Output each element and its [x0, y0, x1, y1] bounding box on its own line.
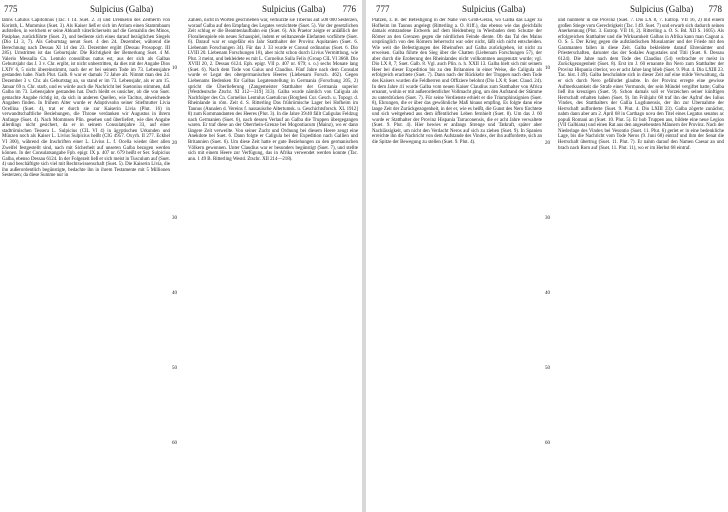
line-number: 60 [545, 441, 550, 446]
running-title: Sulpicius (Galba) [90, 4, 154, 14]
text-column [2, 18, 170, 510]
line-number: 40 [545, 291, 550, 296]
running-title: Sulpicius (Galba) [462, 4, 526, 14]
line-number: 10 [545, 66, 550, 71]
column-number: 777 [376, 4, 390, 14]
text-column [188, 18, 358, 510]
line-number: 60 [172, 441, 177, 446]
page-header [0, 2, 362, 16]
line-number: 20 [172, 141, 177, 146]
line-number: 20 [545, 141, 550, 146]
running-title: Sulpicius (Galba) [262, 4, 326, 14]
line-number: 30 [545, 216, 550, 221]
body-text: tatins Catulus Capitolinus (Tac. I 14. Suet. 2. 3) und Urenkelin des Zeitherrn von Korinth, L. Mummius (Suet. 3). Als Kaiser ließ er sich im Atrium einen Stammbaum aufstellen, in welchem er seine Abkunft väterlicherseits auf die Gemahlin des Minos, Pasiphae, zurückführte (Suet. 2), und bediente sich eines darauf bezüglichen Siegels (Dio LI 3, 7). Als Geburtstag nennt Suet. 4 den 24. Dezember, während die Berechnung nach Dessau XI 14 den 23. Dezember ergibt (Dessau Prosopogr. III 285). Umstritten ist das Geburtsjahr. Die Richtigkeit der Bemerkung Suet. 4 M. Valerio Messalla Cn. Lentulo consulibus natus est, aus der sich als Galbas Geburtsjahr das J. 3 v. Chr. ergibt, ist nicht unbestritten, da dies mit der Angabe Dios LXIV 6, 5 nicht übereinstimmt, nach der er bei seinem Tode im 73. Lebensjahre gestanden habe. Nach Plut. Galb. 8 war er damals 72 Jahre alt. Nimmt man den 24. Dezember 3 v. Chr. als Geburtstag an, so stand er im 73. Lebensjahr, als er am 15. Januar 69 n. Chr. starb, und es würde auch die Nachricht bei Suetonius stimmen, daß Galba im 73. Lebensjahre gestanden hat. Doch bleibt es unsicher, ob die von Suet. gemachte Angabe richtig ist, da sich in anderen Quellen, wie Tacitus, abweichende Angaben finden. In frühem Alter wurde er Adoptivsohn seiner Stiefmutter Livia Ocellina (Suet. 4), trat er durch sie zur Kaiserin Livia (Plut. 16) in verwandtschaftliche Beziehungen, die Throne verdanken wir Augustus in ihrem Anfange (Suet. 4). Nach Mommsen Plin. gesehen und überliefert, wie dies Angabe allerdings nicht gesichert, da er in seinem Consulatsjahre 33, auf einer stadtrömischen Tessera L. Sulpicius (CIL VI 4) in ägyptischen Urkunden und Münzen noch als Kaiser L. Livius Sulpicius heißt (CIG 4957. Oxyrh. II 277. Eckhel VI 300), während die Inschriften einer L. Livius L. f. Ocella wieder über allen Zweifel festgestellt sind, nach mit Sicherheit auf unseren Galba bezogen werden können. In der Consulatsangabe Fpb. epigr. IX p. 407 nr. 679 heißt er Ser. Sulpicius Galba, ebenso Dessau 6124. In der Folgezeit ließ er sich meist in Tusculum auf (Suet. 4) und beschäftigte sich viel mit Rechtswissenschaft (Suet. 5). Die Kaiserin Livia, die ihn außerordentlich begünstigte, bedachte ihn in ihrem Testamente mit 5 Millionen Sesterzen; da diese Summe nur in [2, 18, 170, 179]
running-title: Sulpicius (Galba) [630, 4, 694, 14]
column-number: 778 [708, 4, 722, 14]
text-column [558, 18, 724, 510]
line-number: 50 [172, 366, 177, 371]
body-text: Zahlen, nicht in Worten geschrieben war, verkürzte sie Tiberius auf 500 000 Sesterzen, worauf Galba auf den Empfang des Legates verzichtete (Suet. 5). Vor der gesetzlichen Zeit schlug er die Beamtenlaufbahn ein (Suet. 6). Als Praetor zeigte er anläßlich der Floralienspiele ein neues Schauspiel, indem er seiltanzende Elefanten vorführte (Suet. 6). Darauf war er ungefähr ein Jahr Statthalter der Provinz Aquitanien (Suet. 6. Liebenam Forschungen 34). Für das J. 33 wurde er Consul ordinarius (Suet. 6. Dio LVIII 20. Liebenam Forschungen 18), aber nicht schon durch Livius Vermittlung, wie Plut. 3 meint, und bekleidete es mit L. Cornelius Sulla Felix (Group CIL VI 3668. Dio XVIII 20, 2. Dessau 6124. Eph. epigr. VII p. 407 nr. 679; s. o.) sechs Monate lang (Suet. 6). Nach dem Tode von Gaius und Claudius. Fünf Jahre nach dem Consulat wurde er Legat des obergermanischen Heeres (Liebenam Forsch. 462). Gegen Liebenams Bedenken für Galbas Legatenstellung in Germania (Forschung 205, 2) spricht die Überlieferung (Zangemeister Statthalter der Germania superior [Westdeutsche Ztschr. XI 312—319] 313). Galba wurde nämlich von Caligula als Nachfolger des Cn. Cornelius Lentulus Gaetulicus (Borghesi Cur. Gesch. u. Topogr. d. Rheinlande in röm. Zeit d. S. Ritterling Das frührömische Lager bei Hofheim im Taunus (Annalen d. Vereins f. nassauische Altertumsk. u. Geschichtsforsch. XL 1912] 8) zum Kommandanten des Heeres (Plut. 3). In die Jahre 39/40 fällt Caligulas Feldzug nach Germanien (Suet. 6), nach dessen Verlauf an Galba die Truppen übergegangen waren. Er traf diese an der Oberrhein-Grenze bei Mogontiacum (Mainz), wo er dann längere Zeit verweilte. Von seiner Zucht und Ordnung bei diesem Heere zeugt eine Anekdote bei Suet. 6. Dann folgte er Caligula bei der Expedition nach Gallien und Britannien (Suet. 6). Um diese Zeit hatte er gute Beziehungen zu den germanischen Völkern gewonnen. Unter Claudius war er besonders begünstigt (Suet. 7), und stellte sich mit einem Heere zur Verfügung, das in Afrika verwendet werden konnte (Tac. ann. 1 49 B. Ritterling Westd. Ztschr. XII 214—218). [188, 18, 358, 162]
line-number: 30 [172, 216, 177, 221]
line-number: 50 [545, 366, 550, 371]
line-number: 40 [172, 291, 177, 296]
right-page [366, 0, 728, 512]
column-number: 775 [4, 4, 18, 14]
body-text: und nunmehr in die Provinz (Suet. 7. Dio LX 8, 7. Eutrop. VII 16, 2) mit einem großen Stiege vom Gerechtigkeit (Tac. I 49. Suet. 7) und erwarb sich dadurch seinen Anerkennung (Plut. 3. Eutrop. VII 16, 2). Ritterling a. O. S. Bd. XII S. 1605). Als erfolgreichen Statthalter und die Wirksamkeit Galbas in Afrika kann man Cagnat a. O. S. 5. Der Krieg gegen die aufständischen Musulamier und der Friede mit den Garamanten fallen in diese Zeit. Galba bekleidete darauf Ehrenämter und Priesterschaften, darunter das der Sodales Augustales und Titii (Suet. 8. Dessau 6124). Die Jahre nach dem Tode des Claudius (54) verbrachte er meist in Zurückgezogenheit (Suet. 8). Erst im J. 60 ernannte ihn Nero zum Statthalter der Provinz Hispania citerior, wo er acht Jahre lang blieb (Suet. 9. Plut. 4. Dio LXIII 23. Tac. hist. I 49). Galba beschränkte sich in dieser Zeit auf eine milde Verwaltung, da er sich durch Nero gefährdet glaubte. In der Provinz erregte eine gewisse Aufmerksamkeit die Strafe eines Vormunds, der sein Mündel vergiftet hatte; Galba ließ ihn kreuzigen (Suet. 9). Schon damals soll er Vorzeichen seiner künftigen Herrschaft erhalten haben (Suet. 9). Im Frühjahr 68 traf ihn der Aufruf des Iulius Vindex, des Statthalters der Gallia Lugdunensis, der ihn zur Übernahme der Herrschaft aufforderte (Suet. 9. Plut. 4. Dio LXIII 23). Galba zögerte zunächst, nahm dann aber am 2. April 68 in Carthago nova den Titel eines Legatus senatus ac populi Romani an (Suet. 10. Plut. 5). Er hob Truppen aus, bildete eine neue Legion (VII Galbiana) und einen Rat aus den angesehensten Männern der Provinz. Nach der Niederlage des Vindex bei Vesontio (Suet. 11. Plut. 6) geriet er in eine bedenkliche Lage, bis die Nachricht vom Tode Neros (9. Juni 68) eintraf und ihm der Senat die Herrschaft übertrug (Suet. 11. Plut. 7). Er nahm darauf den Namen Caesar an und brach nach Rom auf (Suet. 11. Plut. 11), wo er im Herbst 68 eintraf. [558, 18, 724, 151]
page-header [366, 2, 728, 16]
text-column [372, 18, 542, 510]
column-number: 776 [342, 4, 356, 14]
body-text: Plätzen, z. B. der Befestigung in der Nähe von Groß-Gerau, wo Galba das Lager zu Hofheim im Taunus angelegt (Ritterling a. O. 81ff.), das ebenso wie das gleichfalls damals entstandene Erdwerk auf dem Heidenberg in Wiesbaden dem Schutze der Römer an den Grenzen gegen die nördlichen Feinde diente. Ob das Tal des Mains ursprünglich von den Römern beherrscht war oder nicht, läßt sich nicht entscheiden. Wie weit die Befestigungen des Rheinufers auf Galba zurückgehen, ist nicht zu erweisen. Galba führte den Sieg über die Chatten (Liebenam Forschungen 57), der aber durch die Eroberung des Rheinlandes nicht vollkommen ausgenutzt wurde; vgl. Dio LX 8, 7; Suet. Galb. 8. Vgl. auch Plin. n. h. XXII 13. Galba hielt sich mit seinem Heer bei dieser Expedition bis zu den Britannien in einer Weise, die Caligula als erfolgreich erachtete (Suet. 7). Dann nach der Rückkehr der Truppen nach dem Tode des Kaisers wurden die Feldherren und Offiziere belohnt (Dio LX 8; Suet. Claud. 24). In dem Jahre 41 wurde Galba vom neuen Kaiser Claudius zum Statthalter von Africa ernannt, wohin er mit außerordentlicher Vollmacht ging, um den Aufstand der Stämme zu unterdrücken (Suet. 7). Für seine Verdienste erhielt er die Triumphinsignien (Suet. 8), Ehrungen, die er über das gewöhnliche Maß hinaus empfing. Es folgte dann eine lange Zeit der Zurückgezogenheit, in der er, wie es heißt, die Gunst des Nero fürchtete und sich weitgehend aus dem öffentlichen Leben fernhielt (Suet. 8). Um das J. 60 wurde er Statthalter der Provinz Hispania Tarraconensis, die er acht Jahre verwaltete (Suet. 9. Plut. 4). Hier bewies er anfangs Strenge und Tatkraft, später aber Nachlässigkeit, um nicht den Verdacht Neros auf sich zu ziehen (Suet. 9). In Spanien erreichte ihn die Nachricht von dem Aufstande des Vindex, der ihn aufforderte, sich an die Spitze der Bewegung zu stellen (Suet. 9. Plut. 4). [372, 18, 542, 146]
line-number: 10 [172, 66, 177, 71]
left-page [0, 0, 362, 512]
